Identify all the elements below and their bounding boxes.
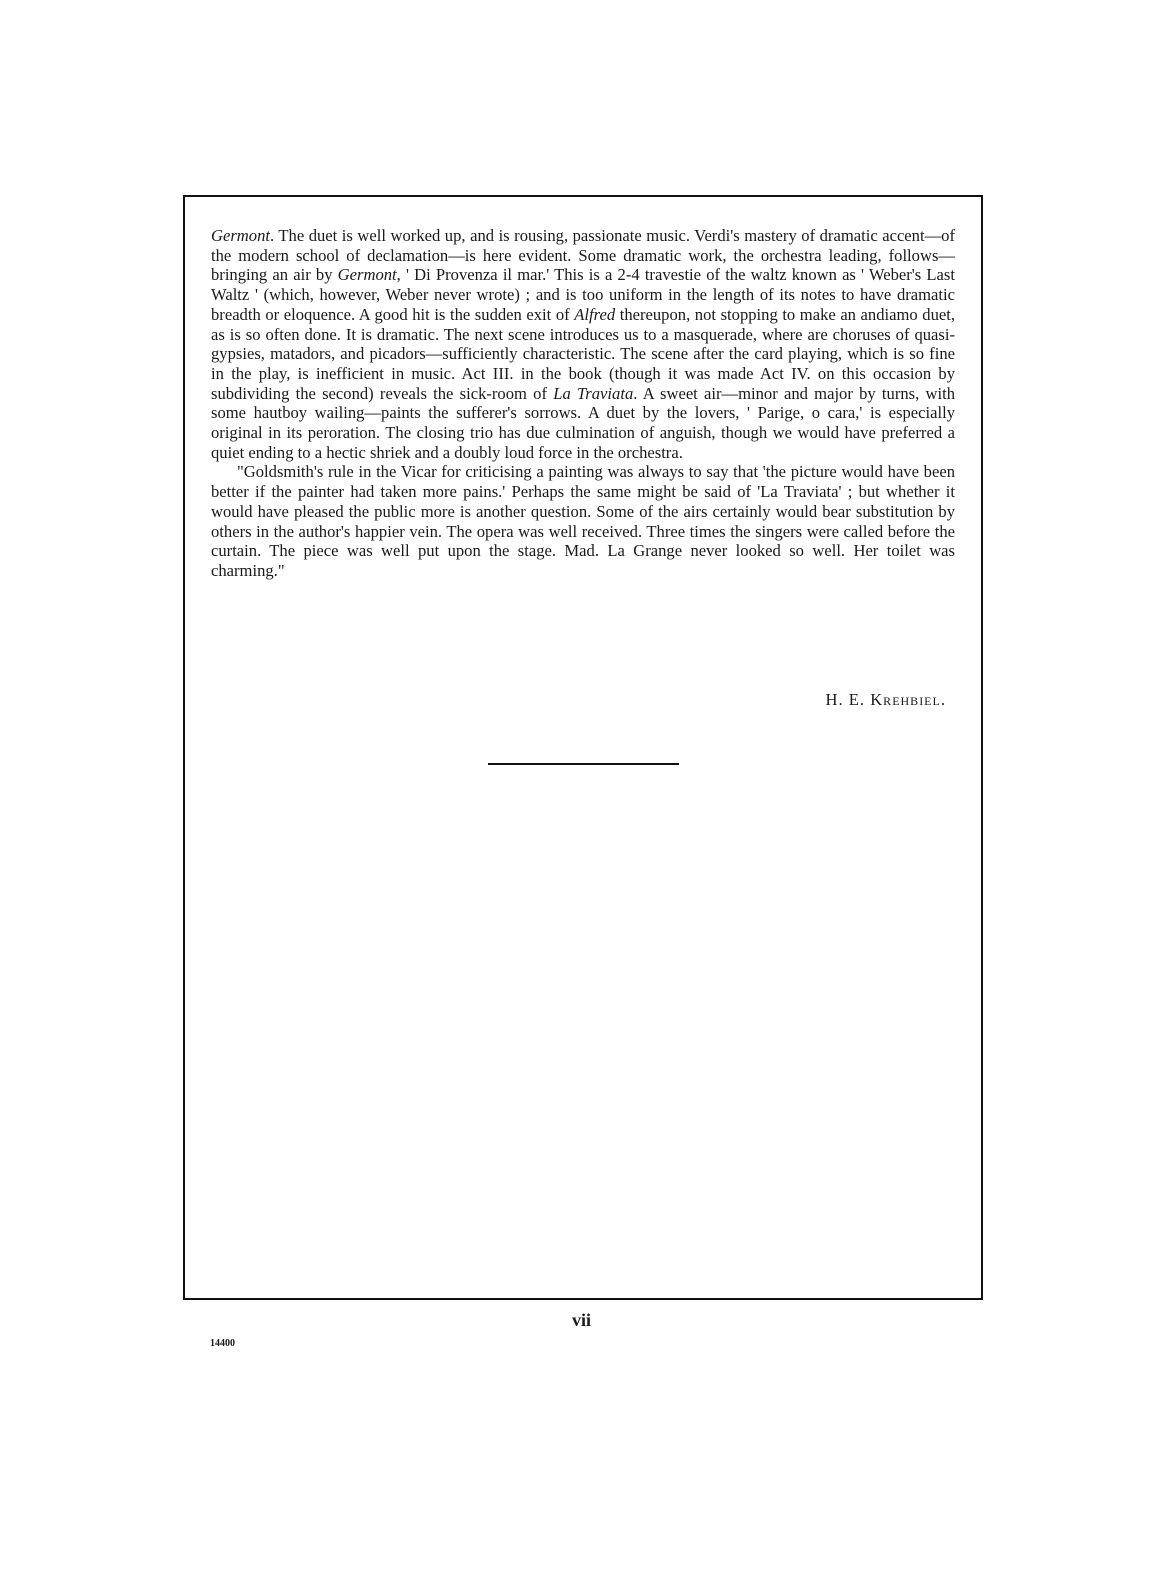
text-run: . A sweet air—minor and major by turns, with some hautboy wailing—paints the sufferer's sorrows. A duet by the lovers, ' Parige, o cara,' is especially original in its peroration. The closing trio has due culmination of anguish, though we would have preferred a quiet ending to a hectic shriek and a doubly loud force in the orchestra. — [211, 383, 956, 462]
text-run: thereupon, not stopping to make an andiamo duet, as is so often done. It is dramatic. The next scene introduces us to a masquerade, where are choruses of quasi-gypsies, matadors, and picadors—sufficiently characteristic. The scene after the card playing, which is so fine in the play, is inefficient in music. Act III. in the book (though it was made Act IV. on this occasion by subdividing the second) reveals the sick-room of — [211, 304, 955, 403]
signature-initials: H. E. — [825, 690, 871, 709]
text-run: . The duet is well worked up, and is rousing, passionate music. Verdi's mastery of dramatic accent—of the modern school of declamation—is here evident. Some dramatic work, the orchestra leading, follows—bringing an air by — [211, 226, 955, 285]
paragraph-1 — [211, 226, 955, 462]
text-run: , ' Di Provenza il mar.' This is a 2-4 travestie of the waltz known as ' Weber's Last Waltz ' (which, however, Weber never wrote) ; and is too uniform in the length of its notes to have dramatic breadth or eloquence. A good hit is the sudden exit of — [211, 265, 955, 324]
plate-number: 14400 — [210, 1338, 235, 1349]
page-number: vii — [571, 1310, 591, 1330]
signature-surname: Krehbiel. — [870, 690, 946, 709]
italic-run: Germont — [337, 265, 397, 285]
italic-run: La Traviata — [553, 383, 634, 403]
author-signature — [211, 690, 946, 710]
italic-run: Germont — [211, 226, 270, 245]
body-text — [211, 226, 955, 581]
section-divider — [488, 763, 679, 765]
italic-run: Alfred — [574, 304, 616, 324]
paragraph-2: "Goldsmith's rule in the Vicar for criticising a painting was always to say that 'the picture would have been better if the painter had taken more pains.' Perhaps the same might be said of 'La Traviata' ; but whether it would have pleased the public more is another question. Some of the airs certainly would bear substitution by others in the author's happier vein. The opera was well received. Three times the singers were called before the curtain. The piece was well put upon the stage. Mad. La Grange never looked so well. Her toilet was charming." — [211, 462, 955, 580]
